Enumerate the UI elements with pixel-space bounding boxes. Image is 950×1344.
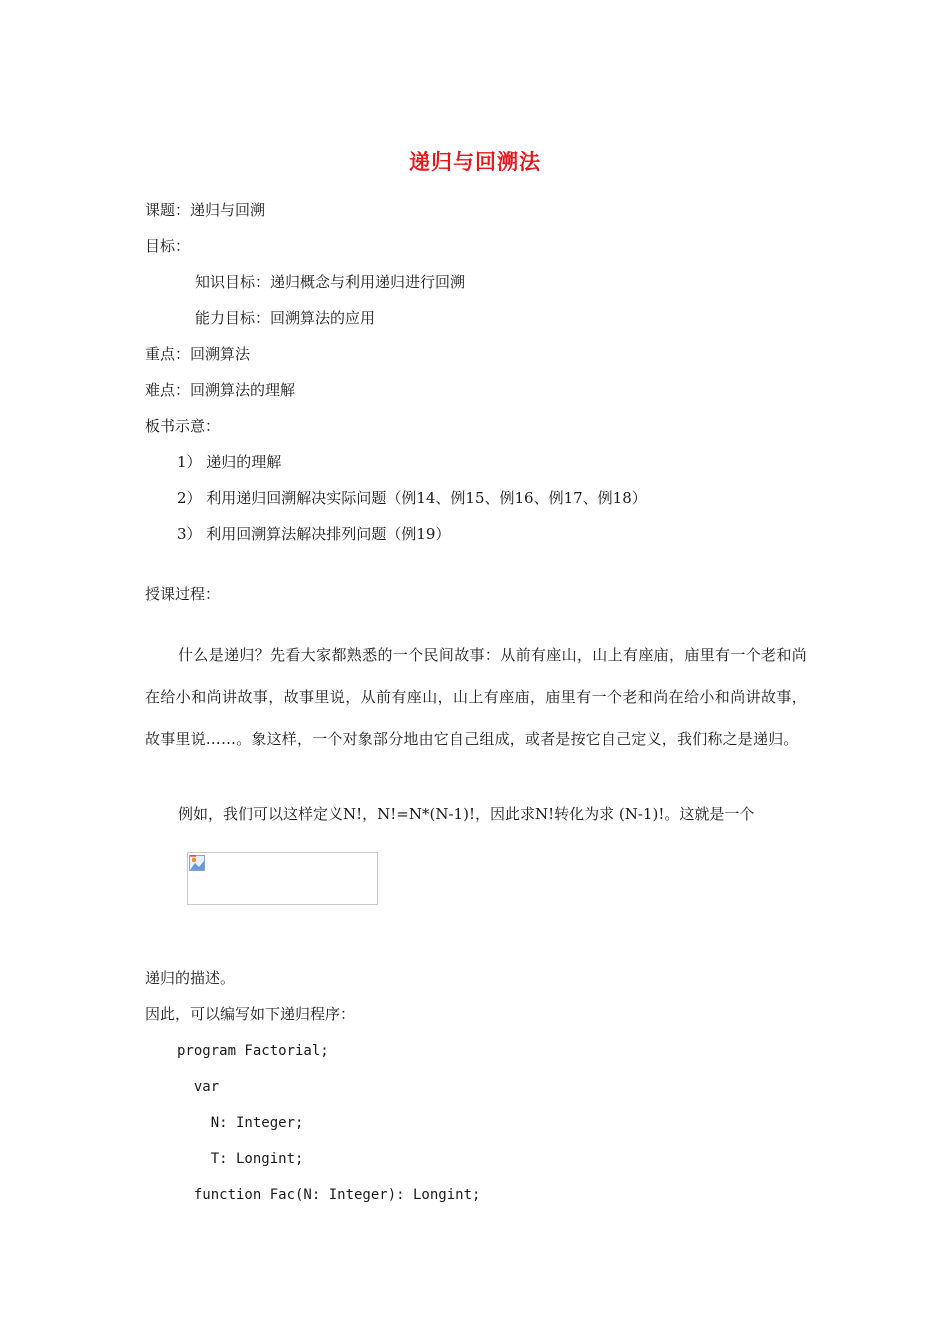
- code-line-4: T: Longint;: [177, 1151, 304, 1167]
- code-line-3: N: Integer;: [177, 1115, 304, 1131]
- board-line: 板书示意：: [145, 417, 221, 435]
- embedded-image-placeholder: [187, 852, 378, 905]
- difficulty-line: 难点：回溯算法的理解: [145, 381, 296, 399]
- board-item-1: 1） 递归的理解: [177, 453, 282, 471]
- topic-line: 课题：递归与回溯: [145, 201, 266, 219]
- goals-line: 目标：: [145, 237, 191, 255]
- document-title: 递归与回溯法: [409, 150, 541, 174]
- knowledge-goal-line: 知识目标：递归概念与利用递归进行回溯: [195, 273, 466, 291]
- recursion-description-line: 递归的描述。: [145, 969, 236, 987]
- broken-image-icon: [189, 855, 205, 871]
- code-intro-line: 因此，可以编写如下递归程序：: [145, 1005, 356, 1023]
- process-heading: 授课过程：: [145, 585, 221, 603]
- factorial-paragraph: 例如，我们可以这样定义N!，N!=N*(N-1)!，因此求N!转化为求 (N-1)!。这就是一个: [178, 805, 755, 823]
- code-line-5: function Fac(N: Integer): Longint;: [177, 1187, 481, 1203]
- story-paragraph: 什么是递归？先看大家都熟悉的一个民间故事：从前有座山，山上有座庙，庙里有一个老和尚在给小和尚讲故事，故事里说，从前有座山，山上有座庙，庙里有一个老和尚在给小和尚讲故事，故事里说……。象这样，一个对象部分地由它自己组成，或者是按它自己定义，我们称之是递归。: [145, 646, 807, 748]
- ability-goal-line: 能力目标：回溯算法的应用: [195, 309, 376, 327]
- focus-line: 重点：回溯算法: [145, 345, 251, 363]
- board-item-3: 3） 利用回溯算法解决排列问题（例19）: [177, 525, 451, 543]
- board-item-2: 2） 利用递归回溯解决实际问题（例14、例15、例16、例17、例18）: [177, 489, 647, 507]
- code-line-2: var: [177, 1079, 220, 1095]
- code-line-1: program Factorial;: [177, 1043, 329, 1059]
